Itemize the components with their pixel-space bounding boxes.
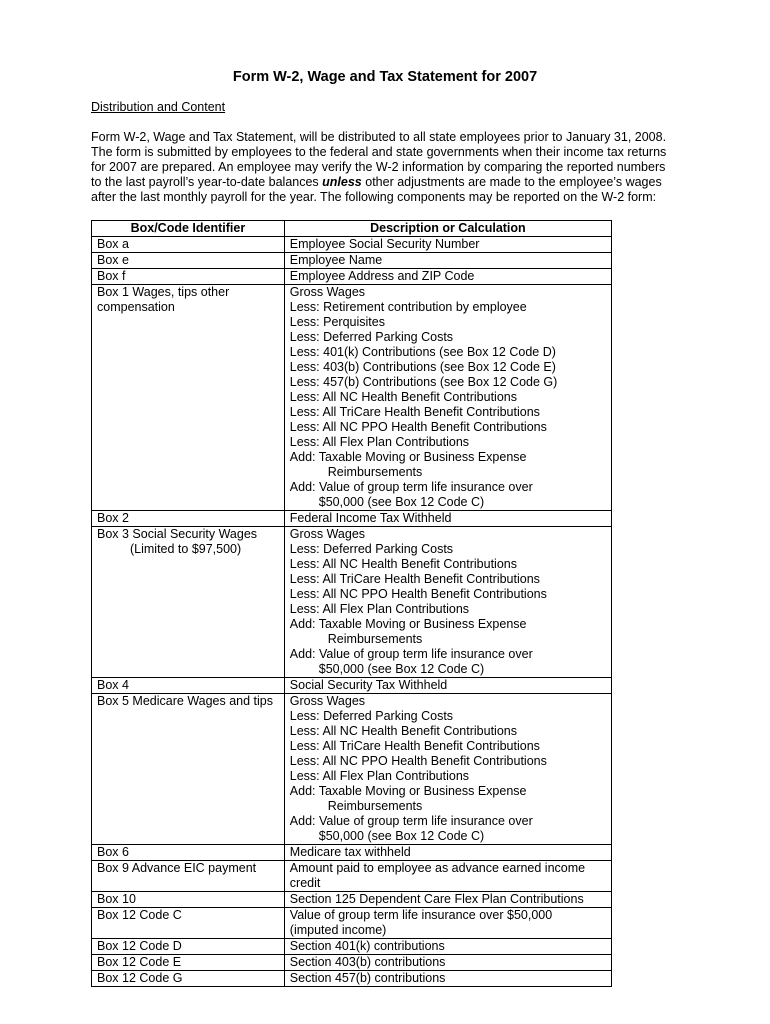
table-row (92, 285, 612, 511)
box-identifier-cell (92, 678, 285, 694)
table-row (92, 971, 612, 987)
box-identifier: Box 10 (97, 892, 136, 906)
description-line: Add: Taxable Moving or Business Expense (289, 617, 527, 631)
description-line: Less: 403(b) Contributions (see Box 12 Code E) (289, 360, 556, 374)
description-cell (284, 237, 611, 253)
description-cell (284, 527, 611, 678)
description-line: Less: 457(b) Contributions (see Box 12 Code G) (289, 375, 558, 389)
box-identifier: Box f (97, 269, 126, 283)
section-heading: Distribution and Content (91, 100, 226, 114)
table-row (92, 892, 612, 908)
description-cell (284, 892, 611, 908)
description-line: Add: Taxable Moving or Business Expense (289, 784, 527, 798)
description-line: Reimbursements (327, 799, 423, 813)
description-line: Less: All TriCare Health Benefit Contributions (289, 739, 540, 753)
document-title: Form W-2, Wage and Tax Statement for 2007 (232, 69, 538, 85)
table-row (92, 253, 612, 269)
box-identifier-cell (92, 694, 285, 845)
description-cell (284, 861, 611, 892)
table-header-row (92, 221, 612, 237)
intro-paragraph (91, 130, 681, 205)
description-line: Section 457(b) contributions (289, 971, 446, 985)
box-identifier: Box 3 Social Security Wages (97, 527, 258, 541)
description-line: Less: All TriCare Health Benefit Contributions (289, 572, 540, 586)
description-line: Medicare tax withheld (289, 845, 411, 859)
box-identifier-cell (92, 253, 285, 269)
box-identifier: Box 6 (97, 845, 129, 859)
description-line: Employee Address and ZIP Code (289, 269, 475, 283)
description-cell (284, 678, 611, 694)
description-cell (284, 955, 611, 971)
intro-line: Form W-2, Wage and Tax Statement, will be distributed to all state employees prior to January 31, 2008. (91, 130, 667, 144)
intro-emphasis: unless (322, 175, 362, 189)
description-line: Gross Wages (289, 285, 366, 299)
table-row (92, 908, 612, 939)
table-row (92, 861, 612, 892)
box-identifier: Box 1 Wages, tips other (97, 285, 230, 299)
description-line: Add: Value of group term life insurance over (289, 647, 533, 661)
description-cell (284, 845, 611, 861)
box-identifier-cell (92, 971, 285, 987)
description-line: Section 401(k) contributions (289, 939, 445, 953)
box-identifier-cell (92, 527, 285, 678)
box-identifier-cell (92, 908, 285, 939)
description-line: Less: All Flex Plan Contributions (289, 435, 470, 449)
description-line: Section 125 Dependent Care Flex Plan Contributions (289, 892, 584, 906)
box-identifier: Box 12 Code E (97, 955, 182, 969)
description-line: Less: Perquisites (289, 315, 385, 329)
description-line: Employee Name (289, 253, 383, 267)
description-line: Add: Value of group term life insurance over (289, 480, 533, 494)
description-line: credit (289, 876, 321, 890)
box-identifier-cell (92, 237, 285, 253)
intro-text: other adjustments are made to the employee’s wages (361, 175, 662, 189)
description-cell (284, 253, 611, 269)
table-row (92, 527, 612, 678)
table-row (92, 694, 612, 845)
table-row (92, 955, 612, 971)
box-identifier-cell (92, 861, 285, 892)
description-line: Less: Retirement contribution by employee (289, 300, 527, 314)
column-header-identifier: Box/Code Identifier (92, 221, 285, 237)
box-identifier: compensation (97, 300, 175, 314)
box-identifier: Box e (97, 253, 129, 267)
description-line: Less: All NC Health Benefit Contributions (289, 724, 517, 738)
description-line: (imputed income) (289, 923, 387, 937)
description-line: Reimbursements (327, 632, 423, 646)
box-identifier: Box 5 Medicare Wages and tips (97, 694, 274, 708)
intro-text: to the last payroll’s year-to-date balances (91, 175, 323, 189)
box-identifier: Box 4 (97, 678, 129, 692)
description-line: $50,000 (see Box 12 Code C) (318, 495, 485, 509)
description-cell (284, 908, 611, 939)
box-identifier-cell (92, 269, 285, 285)
description-line: Federal Income Tax Withheld (289, 511, 452, 525)
box-identifier: Box 12 Code D (97, 939, 182, 953)
description-line: Less: All NC Health Benefit Contributions (289, 390, 517, 404)
description-line: Less: All Flex Plan Contributions (289, 769, 470, 783)
box-identifier-cell (92, 285, 285, 511)
description-line: Less: All TriCare Health Benefit Contributions (289, 405, 540, 419)
description-line: $50,000 (see Box 12 Code C) (318, 829, 485, 843)
description-line: Less: All NC PPO Health Benefit Contributions (289, 754, 547, 768)
table-row (92, 845, 612, 861)
description-cell (284, 694, 611, 845)
table-row (92, 678, 612, 694)
description-line: Less: 401(k) Contributions (see Box 12 Code D) (289, 345, 556, 359)
description-line: Add: Value of group term life insurance over (289, 814, 533, 828)
box-identifier: Box 2 (97, 511, 129, 525)
description-line: Employee Social Security Number (289, 237, 480, 251)
box-identifier-cell (92, 511, 285, 527)
table-row (92, 237, 612, 253)
description-line: Less: All Flex Plan Contributions (289, 602, 470, 616)
description-cell (284, 269, 611, 285)
description-cell (284, 939, 611, 955)
box-identifier-cell (92, 955, 285, 971)
intro-line: The form is submitted by employees to the federal and state governments when their income tax returns (91, 145, 667, 159)
description-cell (284, 511, 611, 527)
box-identifier: (Limited to $97,500) (130, 542, 242, 556)
description-line: Less: All NC PPO Health Benefit Contributions (289, 587, 547, 601)
description-line: $50,000 (see Box 12 Code C) (318, 662, 485, 676)
intro-line: for 2007 are prepared. An employee may verify the W-2 information by comparing the reported numbers (91, 160, 666, 174)
description-line: Amount paid to employee as advance earned income (289, 861, 586, 875)
description-line: Less: Deferred Parking Costs (289, 330, 454, 344)
description-line: Section 403(b) contributions (289, 955, 446, 969)
description-cell (284, 971, 611, 987)
description-cell (284, 285, 611, 511)
table-row (92, 511, 612, 527)
box-identifier-cell (92, 892, 285, 908)
box-identifier-cell (92, 939, 285, 955)
w2-components-table (91, 220, 612, 987)
description-line: Value of group term life insurance over $50,000 (289, 908, 553, 922)
description-line: Less: All NC Health Benefit Contributions (289, 557, 517, 571)
description-line: Less: Deferred Parking Costs (289, 709, 454, 723)
description-line: Social Security Tax Withheld (289, 678, 448, 692)
description-line: Add: Taxable Moving or Business Expense (289, 450, 527, 464)
box-identifier: Box 12 Code G (97, 971, 183, 985)
box-identifier: Box a (97, 237, 129, 251)
description-line: Gross Wages (289, 527, 366, 541)
box-identifier-cell (92, 845, 285, 861)
table-row (92, 269, 612, 285)
description-line: Reimbursements (327, 465, 423, 479)
table-body (92, 237, 612, 987)
description-line: Less: Deferred Parking Costs (289, 542, 454, 556)
intro-line: after the last monthly payroll for the year. The following components may be reported on the W-2 form: (91, 190, 657, 204)
intro-line (91, 175, 681, 190)
description-line: Gross Wages (289, 694, 366, 708)
description-line: Less: All NC PPO Health Benefit Contributions (289, 420, 547, 434)
column-header-description: Description or Calculation (284, 221, 611, 237)
table-row (92, 939, 612, 955)
box-identifier: Box 12 Code C (97, 908, 182, 922)
box-identifier: Box 9 Advance EIC payment (97, 861, 257, 875)
